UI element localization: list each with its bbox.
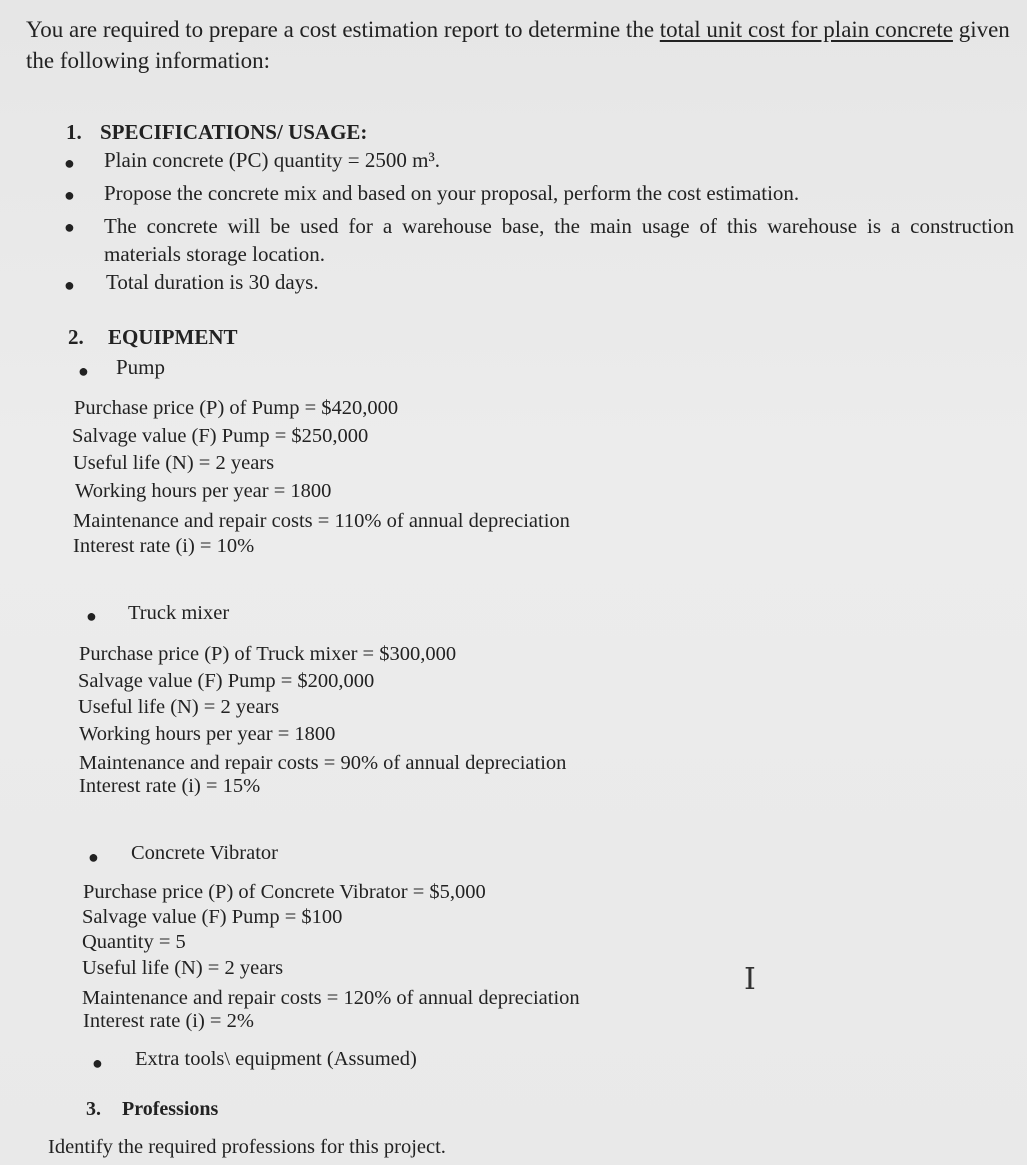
professions-text: Identify the required professions for this project. xyxy=(48,1136,446,1158)
section-number: 2. xyxy=(68,325,84,349)
spec-item: The concrete will be used for a warehouse base, the main usage of this warehouse is a construction materials storage location. xyxy=(104,214,1014,266)
pump-purchase-price: Purchase price (P) of Pump = $420,000 xyxy=(74,397,399,419)
section-title: Professions xyxy=(122,1098,219,1120)
section-title: EQUIPMENT xyxy=(108,325,238,349)
section-professions-heading xyxy=(86,1098,218,1121)
section-number: 1. xyxy=(66,120,82,144)
intro-pre: You are required to prepare a cost estimation report to determine the xyxy=(26,17,660,42)
bullet-icon: ● xyxy=(64,275,75,295)
bullet-icon: ● xyxy=(64,185,75,205)
section-equipment-heading xyxy=(68,325,238,350)
vibrator-salvage-value: Salvage value (F) Pump = $100 xyxy=(82,906,343,928)
truck-purchase-price: Purchase price (P) of Truck mixer = $300,000 xyxy=(79,643,457,665)
vibrator-maintenance-costs: Maintenance and repair costs = 120% of annual depreciation xyxy=(82,987,580,1009)
bullet-icon: ● xyxy=(78,361,89,381)
section-specifications-heading xyxy=(66,120,367,145)
equipment-pump-title: Pump xyxy=(116,355,166,379)
pump-useful-life: Useful life (N) = 2 years xyxy=(73,452,275,474)
intro-underlined: total unit cost for plain concrete xyxy=(659,17,953,42)
equipment-truck-title: Truck mixer xyxy=(128,602,230,624)
spec-item: Total duration is 30 days. xyxy=(106,270,319,294)
bullet-icon: ● xyxy=(86,606,97,626)
vibrator-useful-life: Useful life (N) = 2 years xyxy=(82,957,284,979)
bullet-icon: ● xyxy=(88,847,99,867)
truck-working-hours: Working hours per year = 1800 xyxy=(79,723,336,745)
truck-maintenance-costs: Maintenance and repair costs = 90% of annual depreciation xyxy=(79,752,567,774)
vibrator-quantity: Quantity = 5 xyxy=(82,931,186,953)
equipment-extra-tools: Extra tools\ equipment (Assumed) xyxy=(135,1048,417,1070)
pump-salvage-value: Salvage value (F) Pump = $250,000 xyxy=(72,425,369,447)
vibrator-interest-rate: Interest rate (i) = 2% xyxy=(83,1010,254,1032)
spec-item: Plain concrete (PC) quantity = 2500 m³. xyxy=(104,148,440,172)
truck-useful-life: Useful life (N) = 2 years xyxy=(78,696,280,718)
truck-interest-rate: Interest rate (i) = 15% xyxy=(79,775,261,797)
intro-paragraph xyxy=(26,14,1021,76)
equipment-vibrator-title: Concrete Vibrator xyxy=(131,842,278,864)
spec-item: Propose the concrete mix and based on your proposal, perform the cost estimation. xyxy=(104,181,800,205)
pump-working-hours: Working hours per year = 1800 xyxy=(75,480,332,502)
bullet-icon: ● xyxy=(92,1053,103,1073)
bullet-icon: ● xyxy=(64,217,75,237)
intro-post: given the following information: xyxy=(26,17,1010,73)
text-cursor-icon: I xyxy=(744,962,756,997)
section-title: SPECIFICATIONS/ USAGE: xyxy=(100,120,368,144)
pump-maintenance-costs: Maintenance and repair costs = 110% of annual depreciation xyxy=(73,510,570,532)
vibrator-purchase-price: Purchase price (P) of Concrete Vibrator = $5,000 xyxy=(83,881,486,903)
truck-salvage-value: Salvage value (F) Pump = $200,000 xyxy=(78,670,375,692)
bullet-icon: ● xyxy=(64,153,75,173)
pump-interest-rate: Interest rate (i) = 10% xyxy=(73,535,255,557)
section-number: 3. xyxy=(86,1098,101,1120)
